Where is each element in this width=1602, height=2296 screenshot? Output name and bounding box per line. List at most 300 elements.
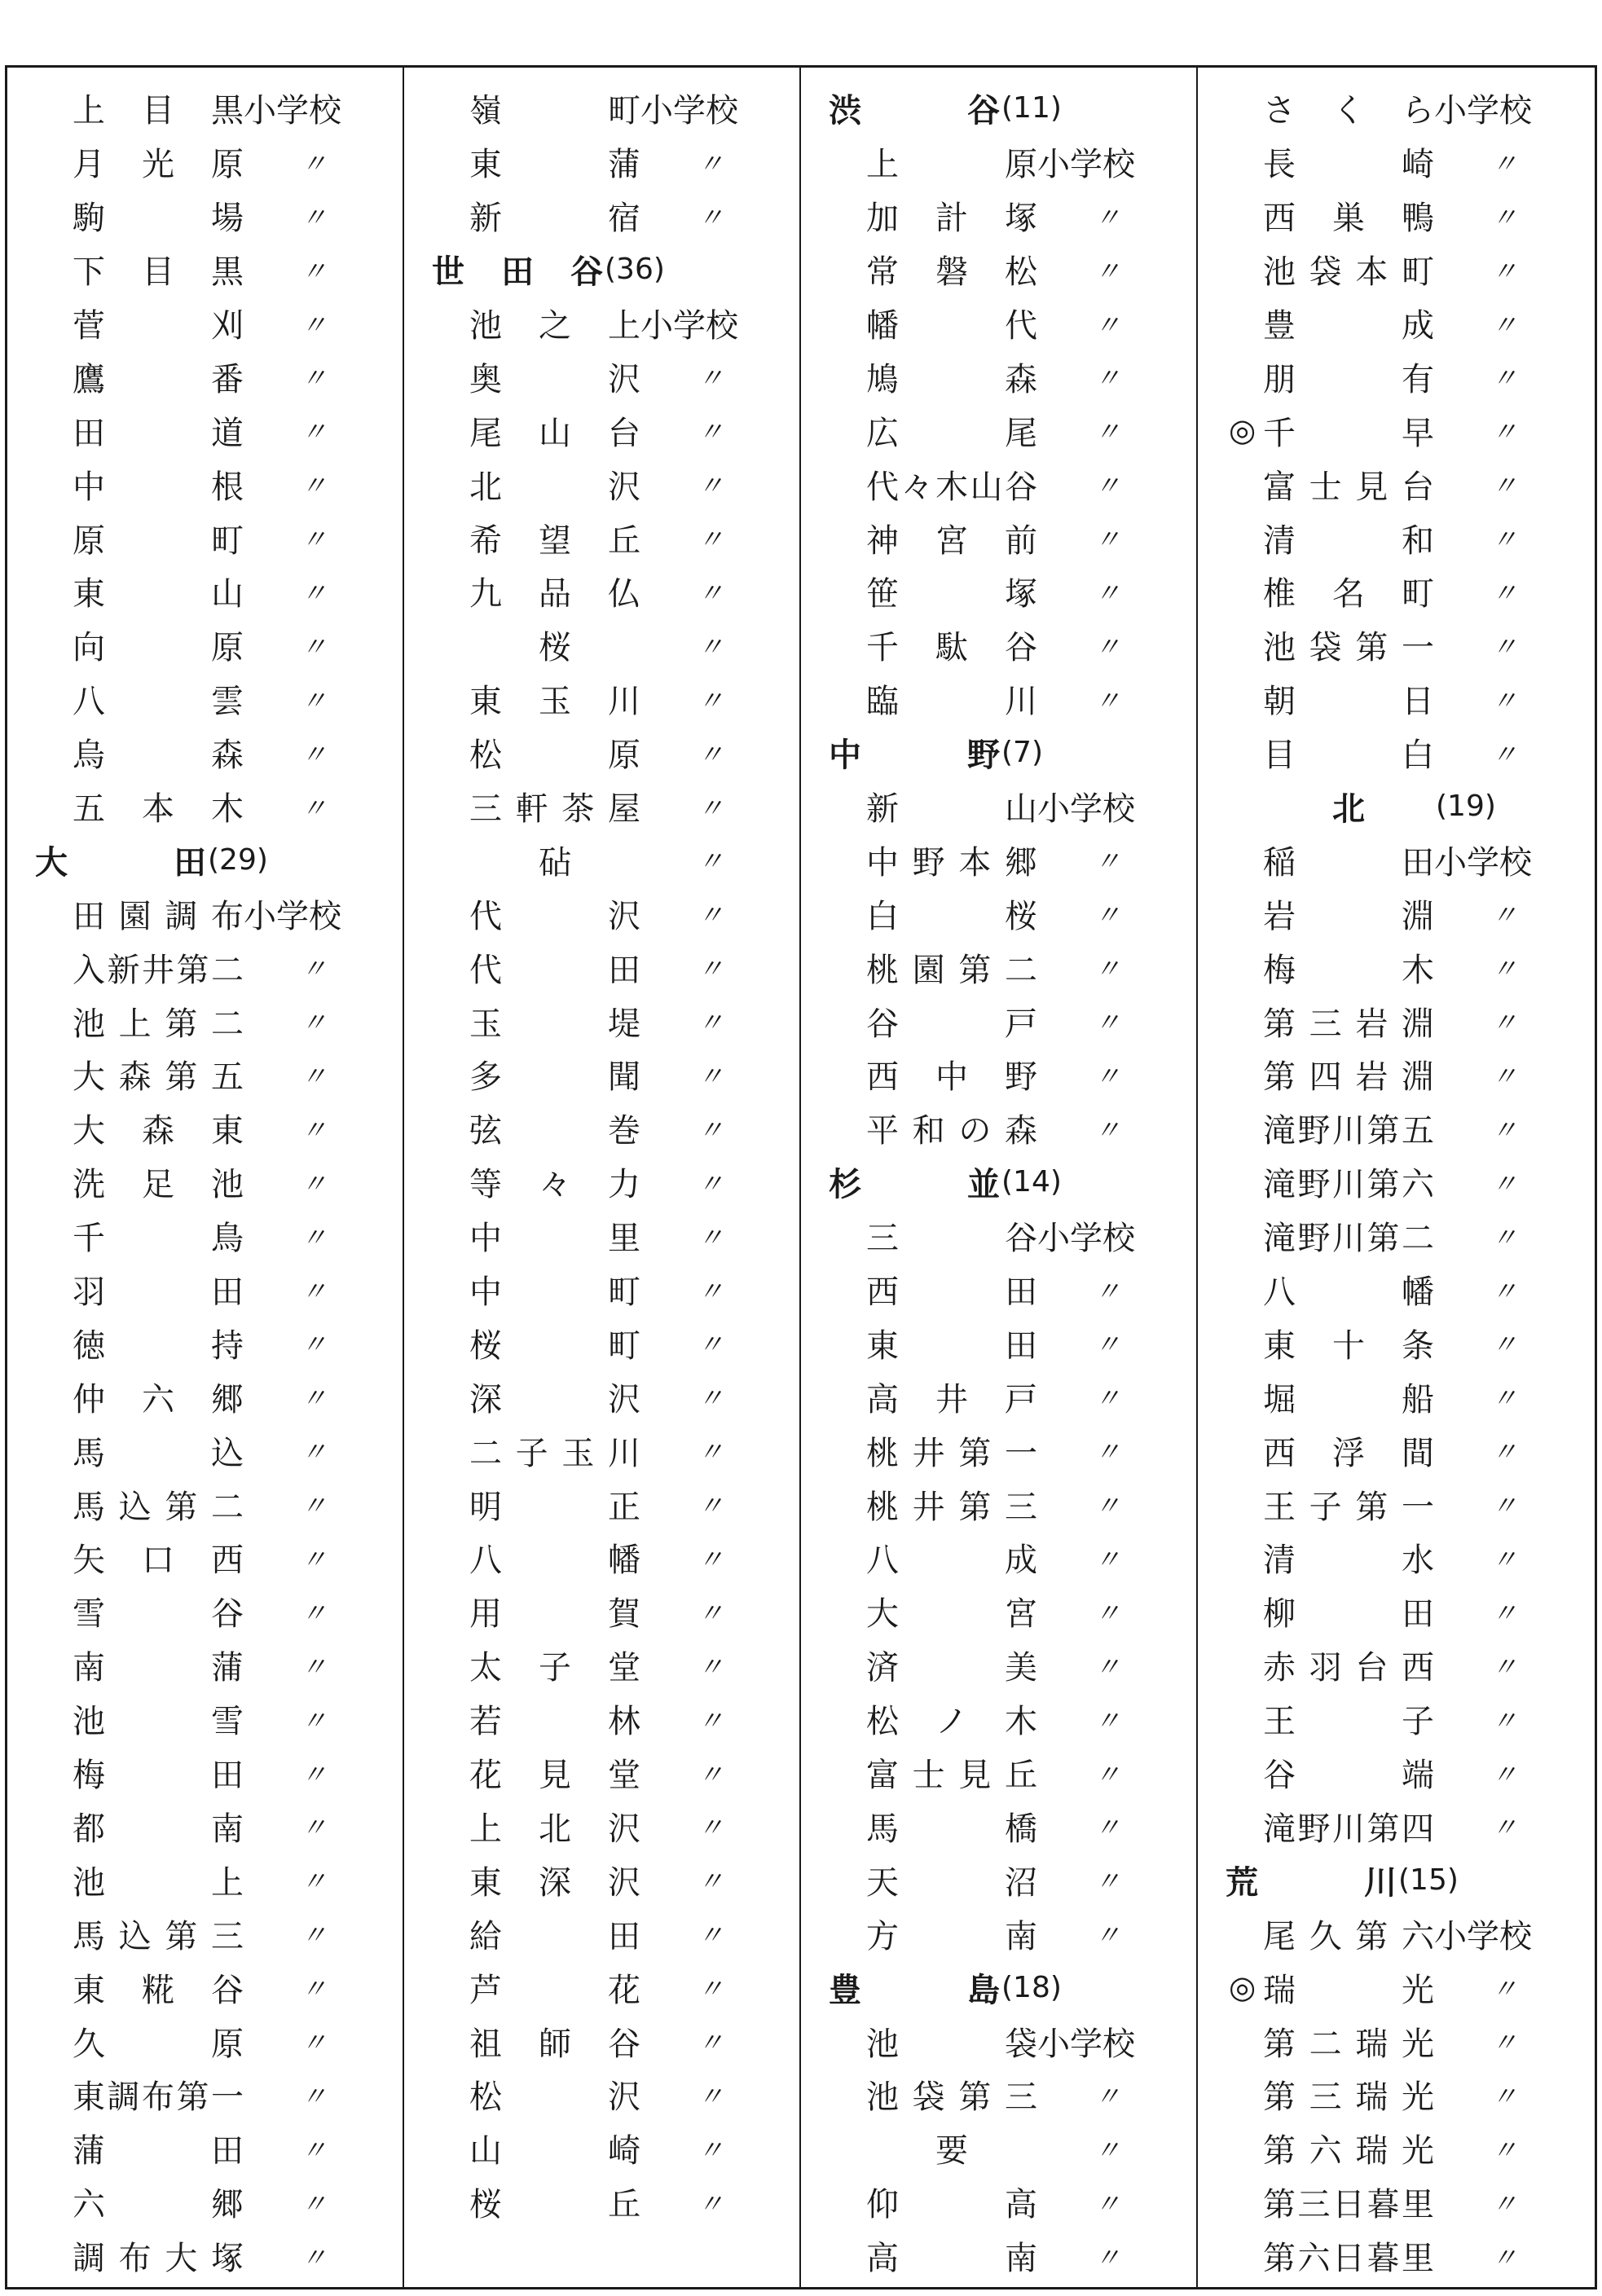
school-row [1198, 2122, 1595, 2175]
school-name: 代 沢 [469, 897, 640, 935]
school-row [1198, 1370, 1595, 1423]
ditto-mark: 〃 [1094, 1007, 1121, 1039]
school-row [1198, 1692, 1595, 1746]
ditto-mark: 〃 [1491, 2188, 1518, 2219]
school-entry [866, 944, 1168, 991]
school-entry [73, 300, 374, 346]
school-row [7, 2068, 403, 2122]
ditto-mark: 〃 [1491, 1812, 1518, 1844]
ditto-mark: 〃 [301, 2134, 328, 2166]
school-name: 芦 花 [469, 1971, 640, 2009]
school-row [1198, 1531, 1595, 1585]
ditto-mark: 〃 [698, 1114, 724, 1146]
school-name: 第 六 日 暮 里 [1263, 2240, 1434, 2278]
school-suffix: 小学校 [640, 92, 738, 130]
school-entry [866, 1749, 1168, 1796]
school-name: 中 里 [469, 1220, 640, 1258]
school-entry [1263, 461, 1565, 508]
school-row [1198, 1209, 1595, 1263]
school-entry [469, 1105, 771, 1151]
school-name: 池 之 上 [469, 307, 640, 345]
school-entry [73, 944, 374, 991]
school-row [801, 1585, 1196, 1638]
ward-heading [829, 1159, 1062, 1205]
ward-header [801, 81, 1196, 135]
school-row [404, 565, 799, 618]
school-entry [1263, 1212, 1565, 1259]
school-name: 中 町 [469, 1273, 640, 1312]
school-entry [866, 2071, 1168, 2118]
school-row [801, 1209, 1196, 1263]
school-entry [73, 1374, 374, 1420]
school-entry [469, 1266, 771, 1313]
school-entry [73, 2179, 374, 2225]
ward-school-count: (11) [1001, 91, 1062, 125]
ward-school-count: (18) [1001, 1970, 1062, 2004]
school-row [404, 1907, 799, 1960]
ward-heading [829, 729, 1043, 776]
school-name: 王 子 [1263, 1703, 1434, 1741]
school-entry [469, 1374, 771, 1420]
school-name: 朋 有 [1263, 360, 1434, 398]
ditto-mark: 〃 [1491, 1490, 1518, 1522]
ward-school-count: (19) [1436, 790, 1496, 824]
school-row [7, 1907, 403, 1960]
school-entry [866, 192, 1168, 239]
school-entry [73, 1803, 374, 1850]
school-entry [469, 2071, 771, 2118]
school-row [1198, 2229, 1595, 2283]
school-name: 馬 込 [73, 1434, 244, 1472]
school-row [7, 780, 403, 834]
school-name: 三 軒 茶 屋 [469, 790, 640, 829]
school-entry [866, 1374, 1168, 1420]
school-name: 祖 師 谷 [469, 2025, 640, 2063]
school-entry [1263, 1588, 1565, 1634]
school-entry [866, 300, 1168, 346]
ditto-mark: 〃 [1094, 631, 1121, 662]
ditto-mark: 〃 [1094, 1543, 1121, 1575]
school-row [801, 2014, 1196, 2068]
school-row [7, 1960, 403, 2014]
school-row [801, 1477, 1196, 1531]
school-row [7, 1746, 403, 1800]
school-entry [866, 1481, 1168, 1528]
school-name: 玉 堤 [469, 1005, 640, 1043]
school-name: 東 糀 谷 [73, 1971, 244, 2009]
school-name: 西 巣 鴨 [1263, 200, 1434, 238]
school-row [7, 135, 403, 189]
school-row [1198, 189, 1595, 243]
school-suffix: 小学校 [1434, 843, 1532, 882]
school-entry [469, 783, 771, 829]
school-entry [866, 354, 1168, 400]
school-name: 幡 代 [866, 307, 1037, 345]
school-row [7, 940, 403, 994]
school-entry [469, 1857, 771, 1903]
school-entry [1263, 1696, 1565, 1742]
school-entry [469, 891, 771, 937]
school-entry [73, 1964, 374, 2011]
school-row [7, 1800, 403, 1854]
school-row [404, 672, 799, 726]
ditto-mark: 〃 [698, 1704, 724, 1736]
ditto-mark: 〃 [698, 577, 724, 609]
ditto-mark: 〃 [1491, 1114, 1518, 1146]
school-row [7, 1102, 403, 1155]
school-name: 済 美 [866, 1649, 1037, 1687]
school-name: 東 蒲 [469, 146, 640, 184]
school-name: 下 目 黒 [73, 253, 244, 292]
school-entry [866, 1320, 1168, 1366]
school-name: 第 三 瑞 光 [1263, 2078, 1434, 2117]
ditto-mark: 〃 [698, 201, 724, 233]
ward-name: 世 田 谷 [432, 253, 603, 292]
school-name: 仲 六 郷 [73, 1380, 244, 1419]
school-row [7, 618, 403, 672]
ward-heading [35, 837, 268, 883]
school-entry [73, 1159, 374, 1205]
school-suffix: 小学校 [244, 92, 341, 130]
ditto-mark: 〃 [301, 2188, 328, 2219]
school-name: 岩 淵 [1263, 897, 1434, 935]
ditto-mark: 〃 [1094, 309, 1121, 341]
school-name: 東 調 布 第 一 [73, 2078, 244, 2117]
ditto-mark: 〃 [1094, 1920, 1121, 1951]
school-entry [866, 568, 1168, 614]
ditto-mark: 〃 [301, 1704, 328, 1736]
school-entry [469, 1159, 771, 1205]
school-entry [866, 1857, 1168, 1903]
school-entry [1263, 2179, 1565, 2225]
school-row [1198, 672, 1595, 726]
school-name: 上 目 黒 [73, 92, 244, 130]
ditto-mark: 〃 [698, 416, 724, 448]
ditto-mark: 〃 [1491, 470, 1518, 502]
ditto-mark: 〃 [698, 1168, 724, 1199]
ward-school-count: (36) [605, 253, 665, 287]
school-row [801, 994, 1196, 1048]
school-row [404, 1048, 799, 1102]
school-name: 西 浮 間 [1263, 1434, 1434, 1472]
school-row [404, 511, 799, 565]
school-entry [1263, 998, 1565, 1045]
ditto-mark: 〃 [1094, 363, 1121, 394]
school-row [1198, 243, 1595, 297]
school-row [7, 403, 403, 457]
school-name: 梅 田 [73, 1757, 244, 1795]
ditto-mark: 〃 [1094, 684, 1121, 716]
school-entry [866, 1051, 1168, 1097]
school-entry [1263, 139, 1565, 185]
school-name: 六 郷 [73, 2186, 244, 2224]
school-entry [1263, 246, 1565, 292]
ditto-mark: 〃 [1094, 1114, 1121, 1146]
school-entry [73, 1642, 374, 1688]
school-name: 桜 町 [469, 1326, 640, 1365]
school-name: 池 袋 本 町 [1263, 253, 1434, 292]
school-name: 東 深 沢 [469, 1863, 640, 1902]
school-name: 南 蒲 [73, 1649, 244, 1687]
school-row [404, 886, 799, 940]
ward-name: 豊 島 [829, 1971, 1000, 2009]
ward-heading [432, 246, 665, 292]
school-suffix: 小学校 [1037, 790, 1135, 829]
school-entry [1263, 2125, 1565, 2171]
school-row [404, 1585, 799, 1638]
ditto-mark: 〃 [301, 1060, 328, 1092]
school-row [1198, 833, 1595, 886]
school-entry [469, 1051, 771, 1097]
school-entry [73, 675, 374, 722]
school-name: 仰 高 [866, 2186, 1037, 2224]
ditto-mark: 〃 [698, 953, 724, 985]
school-entry [1263, 515, 1565, 561]
ward-header [1198, 1853, 1595, 1907]
school-row [1198, 886, 1595, 940]
column-3 [801, 68, 1198, 2287]
school-name: 桃 井 第 一 [866, 1434, 1037, 1472]
school-name: 弦 巻 [469, 1112, 640, 1150]
school-row [404, 1853, 799, 1907]
school-row [7, 81, 403, 135]
school-row [801, 1638, 1196, 1692]
school-row [404, 2014, 799, 2068]
school-row [1198, 135, 1595, 189]
ditto-mark: 〃 [1094, 846, 1121, 877]
school-name: 多 聞 [469, 1058, 640, 1097]
school-entry [1263, 85, 1565, 131]
school-row [1198, 1263, 1595, 1317]
school-entry [469, 1696, 771, 1742]
ditto-mark: 〃 [698, 1329, 724, 1361]
school-row [1198, 1423, 1595, 1477]
ditto-mark: 〃 [1491, 363, 1518, 394]
school-row [1198, 726, 1595, 780]
school-name: 谷 端 [1263, 1757, 1434, 1795]
school-entry [469, 1534, 771, 1581]
school-entry [73, 1534, 374, 1581]
school-name: 西 中 野 [866, 1058, 1037, 1097]
school-entry [469, 407, 771, 454]
ditto-mark: 〃 [1094, 470, 1121, 502]
school-row [7, 1370, 403, 1423]
ditto-mark: 〃 [1094, 1651, 1121, 1682]
ward-header [801, 1155, 1196, 1209]
school-entry [469, 1481, 771, 1528]
school-row [7, 726, 403, 780]
school-name: 滝 野 川 第 五 [1263, 1112, 1434, 1150]
school-row [801, 2229, 1196, 2283]
school-entry [469, 300, 771, 346]
school-entry [73, 568, 374, 614]
school-entry [866, 1266, 1168, 1313]
school-row [7, 886, 403, 940]
school-name: 池 袋 第 三 [866, 2078, 1037, 2117]
school-row [801, 403, 1196, 457]
school-name: 長 崎 [1263, 146, 1434, 184]
school-row [1198, 1316, 1595, 1370]
school-name: 三 谷 [866, 1220, 1037, 1258]
school-row [1198, 1746, 1595, 1800]
ditto-mark: 〃 [698, 738, 724, 770]
school-row [801, 1692, 1196, 1746]
school-entry [469, 1803, 771, 1850]
school-name: 新 宿 [469, 200, 640, 238]
school-entry [469, 1212, 771, 1259]
school-entry [866, 2018, 1168, 2065]
double-circle-mark: ◎ [1229, 1969, 1257, 2006]
school-name: 希 望 丘 [469, 521, 640, 560]
ditto-mark: 〃 [698, 363, 724, 394]
school-entry [1263, 1159, 1565, 1205]
ditto-mark: 〃 [301, 1758, 328, 1790]
school-name: 給 田 [469, 1917, 640, 1955]
ward-name: 杉 並 [829, 1166, 1000, 1204]
ditto-mark: 〃 [698, 1597, 724, 1629]
ditto-mark: 〃 [1491, 2134, 1518, 2166]
school-name: 田 園 調 布 [73, 897, 244, 935]
school-name: 大 森 第 五 [73, 1058, 244, 1097]
ward-header [801, 1960, 1196, 2014]
school-row [801, 2122, 1196, 2175]
school-entry [866, 622, 1168, 668]
school-row [1198, 2014, 1595, 2068]
ditto-mark: 〃 [1094, 1275, 1121, 1307]
school-entry [469, 192, 771, 239]
school-entry [1263, 1266, 1565, 1313]
ditto-mark: 〃 [301, 577, 328, 609]
double-circle-mark: ◎ [1229, 412, 1257, 449]
ditto-mark: 〃 [301, 1490, 328, 1522]
school-row [801, 1048, 1196, 1102]
ward-heading [1226, 1857, 1459, 1903]
school-entry [73, 407, 374, 454]
school-row [404, 726, 799, 780]
school-name: 第 三 日 暮 里 [1263, 2186, 1434, 2224]
school-name: 神 宮 前 [866, 521, 1037, 560]
school-suffix: 小学校 [1434, 92, 1532, 130]
ditto-mark: 〃 [301, 309, 328, 341]
school-name: 臨 川 [866, 683, 1037, 721]
school-name: 月 光 原 [73, 146, 244, 184]
ditto-mark: 〃 [1491, 1758, 1518, 1790]
school-suffix: 小学校 [1434, 1917, 1532, 1955]
ditto-mark: 〃 [1094, 953, 1121, 985]
ditto-mark: 〃 [301, 1597, 328, 1629]
school-row [404, 1316, 799, 1370]
school-entry [866, 675, 1168, 722]
school-row [7, 457, 403, 511]
ditto-mark: 〃 [301, 1221, 328, 1253]
school-entry [73, 2232, 374, 2279]
school-row [404, 2122, 799, 2175]
ditto-mark: 〃 [1491, 684, 1518, 716]
school-name: 明 正 [469, 1488, 640, 1526]
school-entry [469, 1749, 771, 1796]
school-name: 久 原 [73, 2025, 244, 2063]
school-name: 池 袋 第 一 [1263, 629, 1434, 667]
ditto-mark: 〃 [1491, 255, 1518, 287]
ditto-mark: 〃 [301, 631, 328, 662]
school-entry [469, 515, 771, 561]
school-row [1198, 1960, 1595, 2014]
school-name: 八 雲 [73, 683, 244, 721]
school-entry [1263, 1374, 1565, 1420]
school-name: 池 袋 [866, 2025, 1037, 2063]
ditto-mark: 〃 [1491, 416, 1518, 448]
school-name: 都 南 [73, 1810, 244, 1848]
school-entry [73, 1857, 374, 1903]
school-name: 雪 谷 [73, 1595, 244, 1634]
school-entry [1263, 354, 1565, 400]
school-entry [866, 461, 1168, 508]
school-row [1198, 297, 1595, 350]
ditto-mark: 〃 [698, 899, 724, 931]
ward-heading [1263, 783, 1496, 829]
school-row [801, 350, 1196, 403]
school-name: 深 沢 [469, 1380, 640, 1419]
school-entry [1263, 192, 1565, 239]
school-row [404, 1531, 799, 1585]
school-name: 堀 船 [1263, 1380, 1434, 1419]
school-entry [1263, 2232, 1565, 2279]
ward-school-count: (15) [1398, 1863, 1459, 1897]
school-row [404, 1692, 799, 1746]
ditto-mark: 〃 [301, 1007, 328, 1039]
school-row [801, 886, 1196, 940]
school-name: 東 山 [73, 575, 244, 614]
ditto-mark: 〃 [698, 470, 724, 502]
school-row [404, 403, 799, 457]
school-entry [469, 729, 771, 776]
ditto-mark: 〃 [1094, 2241, 1121, 2273]
school-row [404, 1746, 799, 1800]
ditto-mark: 〃 [301, 1436, 328, 1468]
school-name: 千 鳥 [73, 1220, 244, 1258]
school-name: 目 白 [1263, 737, 1434, 775]
ditto-mark: 〃 [1491, 738, 1518, 770]
ditto-mark: 〃 [698, 1221, 724, 1253]
school-row [801, 1800, 1196, 1854]
ditto-mark: 〃 [1491, 1221, 1518, 1253]
ditto-mark: 〃 [698, 1275, 724, 1307]
ditto-mark: 〃 [1491, 577, 1518, 609]
school-row [1198, 565, 1595, 618]
school-row [1198, 1048, 1595, 1102]
school-row [7, 1585, 403, 1638]
ward-heading [829, 85, 1062, 131]
school-entry [469, 622, 771, 668]
school-entry [1263, 675, 1565, 722]
school-entry [469, 1911, 771, 1957]
ditto-mark: 〃 [698, 792, 724, 824]
ditto-mark: 〃 [1094, 1704, 1121, 1736]
ditto-mark: 〃 [698, 2080, 724, 2112]
ditto-mark: 〃 [301, 738, 328, 770]
school-name: 平 和 の 森 [866, 1112, 1037, 1150]
school-name: 尾 山 台 [469, 414, 640, 452]
school-row [1198, 1907, 1595, 1960]
school-row [801, 511, 1196, 565]
school-entry [1263, 2071, 1565, 2118]
school-entry [1263, 407, 1565, 454]
school-entry [73, 783, 374, 829]
school-entry [73, 1212, 374, 1259]
school-row [801, 189, 1196, 243]
school-name: 鳩 森 [866, 360, 1037, 398]
school-entry [1263, 1481, 1565, 1528]
